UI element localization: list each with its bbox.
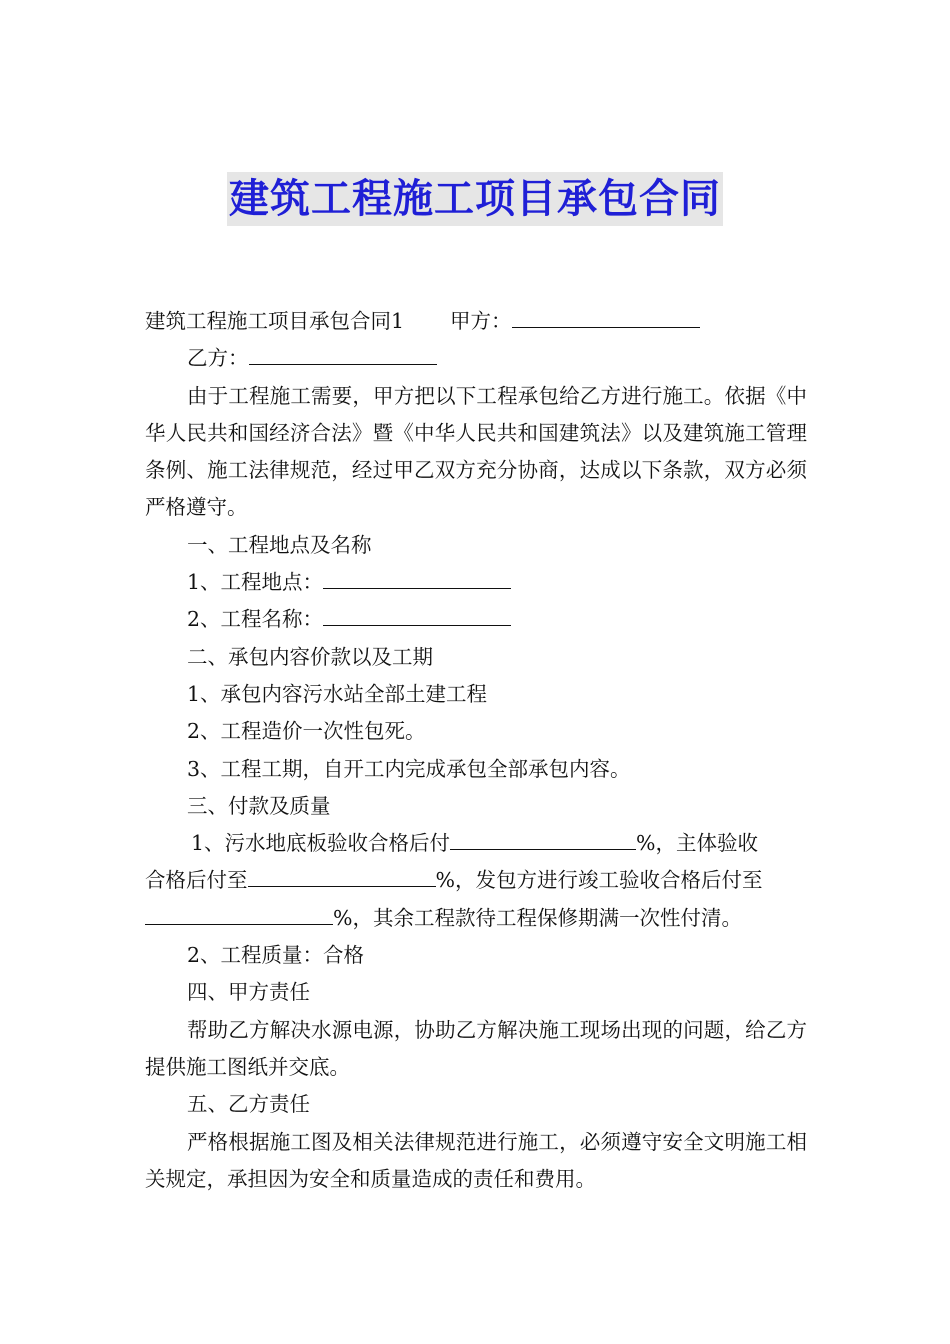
party-a-blank [512,305,700,328]
section-3-heading: 三、付款及质量 [187,793,331,818]
quality-item: 2、工程质量：合格 [187,943,365,968]
location-label: 1、工程地点： [187,570,324,595]
payment-blank-1 [450,827,636,850]
section-2-heading: 二、承包内容价款以及工期 [187,644,433,669]
project-name-line [145,601,807,638]
header-line [145,303,807,340]
party-a-label: 甲方： [450,309,512,333]
payment-text-1: 1、污水地底板验收合格后付 [191,831,451,856]
price-item: 2、工程造价一次性包死。 [187,719,426,744]
project-name-label: 2、工程名称： [187,607,324,632]
party-b-blank [249,342,437,365]
payment-text-5: %，其余工程款待工程保修期满一次性付清。 [333,905,742,930]
payment-line-1 [145,825,807,862]
party-a-duties: 帮助乙方解决水源电源，协助乙方解决施工现场出现的问题，给乙方提供施工图纸并交底。 [145,1017,807,1079]
payment-text-2: %，主体验收 [636,831,759,856]
party-b-line [145,340,807,377]
schedule-item: 3、工程工期，自开工内完成承包全部承包内容。 [187,756,631,781]
section-5-heading: 五、乙方责任 [187,1092,310,1117]
title-container [0,172,950,226]
scope-item: 1、承包内容污水站全部土建工程 [187,681,488,706]
location-blank [323,566,511,589]
section-1-heading: 一、工程地点及名称 [187,532,372,557]
contract-name: 建筑工程施工项目承包合同1 [145,309,405,333]
payment-blank-2 [248,864,436,887]
document-title: 建筑工程施工项目承包合同 [227,172,723,226]
payment-line-2 [145,862,807,899]
project-name-blank [323,603,511,626]
party-b-duties: 严格根据施工图及相关法律规范进行施工，必须遵守安全文明施工相关规定，承担因为安全和质量造成的责任和费用。 [145,1129,807,1191]
document-body [145,303,807,1198]
location-line [145,564,807,601]
payment-text-4: %，发包方进行竣工验收合格后付至 [435,868,763,893]
intro-paragraph: 由于工程施工需要，甲方把以下工程承包给乙方进行施工。依据《中华人民共和国经济合法》暨《中华人民共和国建筑法》以及建筑施工管理条例、施工法律规范，经过甲乙双方充分协商，达成以下条款，双方必须严格遵守。 [145,383,807,520]
payment-text-3: 合格后付至 [145,868,248,893]
party-b-label: 乙方： [187,346,249,371]
section-4-heading: 四、甲方责任 [187,980,310,1005]
payment-blank-3 [145,902,333,925]
payment-line-3 [145,900,807,937]
